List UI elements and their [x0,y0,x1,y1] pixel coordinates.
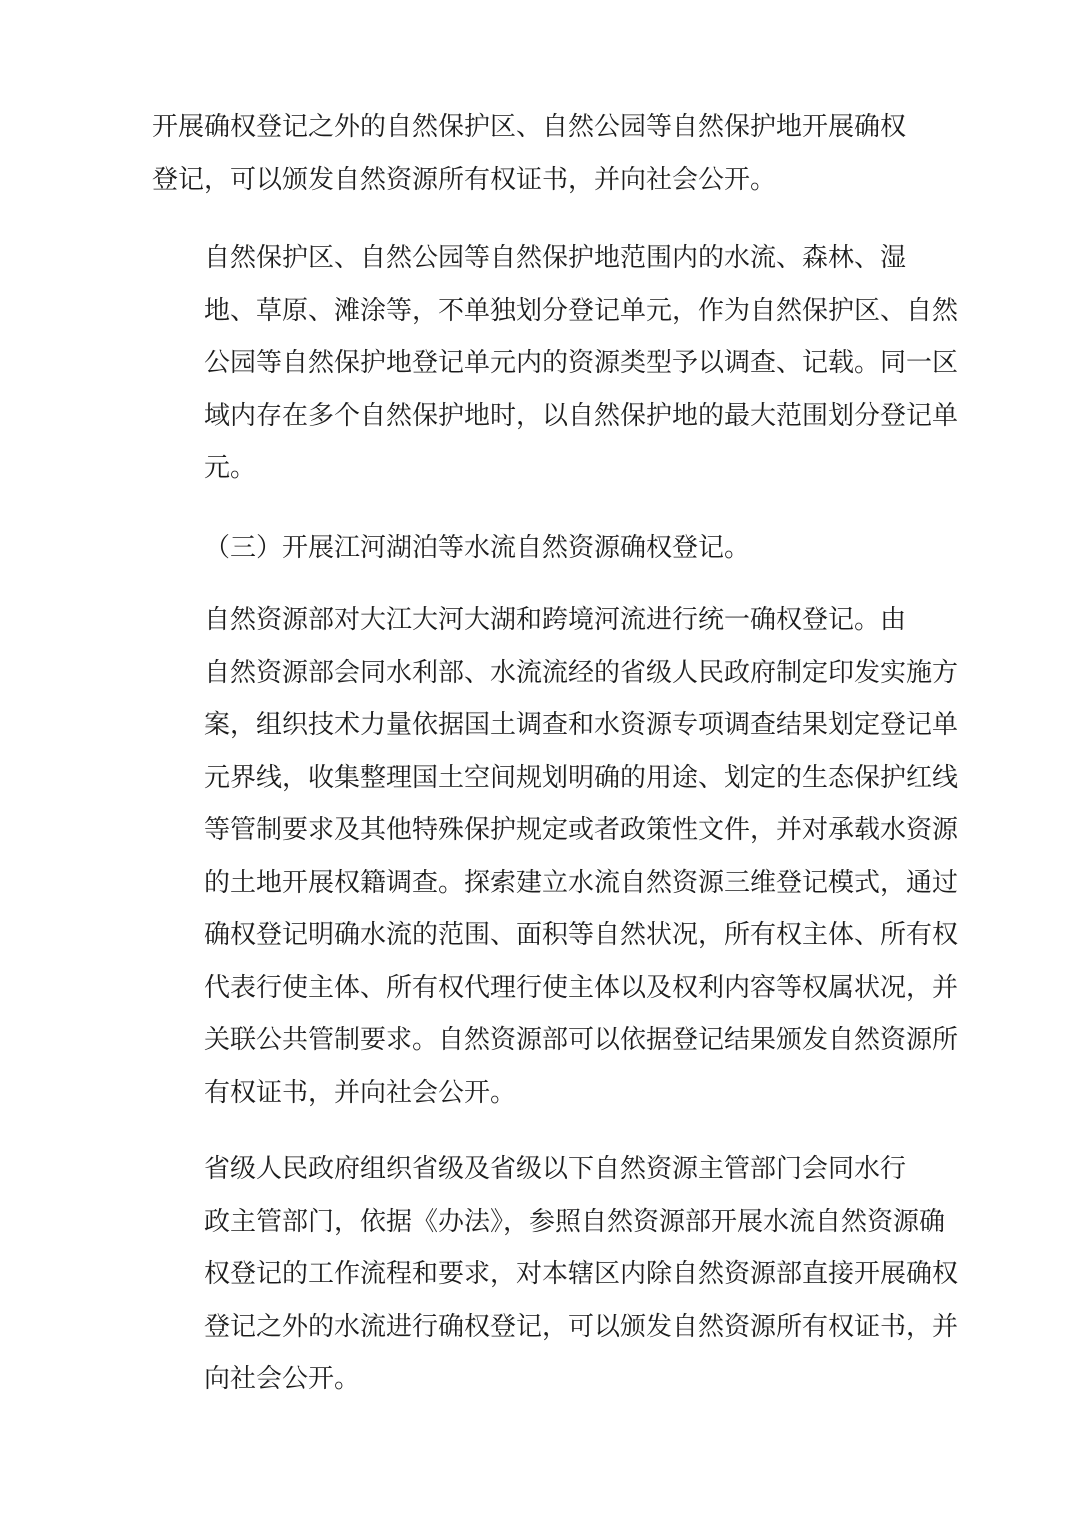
paragraph-provincial-registration [152,1143,959,1406]
text-line: 开展确权登记之外的自然保护区、自然公园等自然保护地开展确权 [152,112,907,142]
text-line: 案，组织技术力量依据国土调查和水资源专项调查结果划定登记单 [204,710,959,740]
text-line: 关联公共管制要求。自然资源部可以依据登记结果颁发自然资源所 [204,1025,959,1055]
text-line: 地、草原、滩涂等，不单独划分登记单元，作为自然保护区、自然 [204,295,959,326]
text-line: 省级人民政府组织省级及省级以下自然资源主管部门会同水行 [204,1154,907,1184]
paragraph-ministry-registration [152,594,959,1119]
paragraph-continuation [152,101,927,206]
text-line: 权登记的工作流程和要求，对本辖区内除自然资源部直接开展确权 [204,1259,959,1289]
text-line: 公园等自然保护地登记单元内的资源类型予以调查、记载。同一区 [204,348,959,378]
text-line: 登记，可以颁发自然资源所有权证书，并向社会公开。 [152,164,777,195]
text-line: 登记之外的水流进行确权登记，可以颁发自然资源所有权证书，并 [204,1311,959,1342]
text-line: 自然资源部对大江大河大湖和跨境河流进行统一确权登记。由 [204,605,907,635]
text-line: 域内存在多个自然保护地时，以自然保护地的最大范围划分登记单 [204,400,959,431]
section-heading [152,522,927,575]
text-line: 自然资源部会同水利部、水流流经的省级人民政府制定印发实施方 [204,657,959,688]
text-line: 政主管部门，依据《办法》，参照自然资源部开展水流自然资源确 [204,1206,946,1237]
paragraph-protected-areas [152,232,959,495]
text-line: 代表行使主体、所有权代理行使主体以及权利内容等权属状况，并 [204,972,959,1003]
text-line: 确权登记明确水流的范围、面积等自然状况，所有权主体、所有权 [204,920,959,950]
text-line: 元。 [204,453,257,483]
text-line: 自然保护区、自然公园等自然保护地范围内的水流、森林、湿 [204,243,907,273]
text-line: （三）开展江河湖泊等水流自然资源确权登记。 [204,533,751,563]
text-line: 向社会公开。 [204,1364,361,1394]
text-line: 元界线，收集整理国土空间规划明确的用途、划定的生态保护红线 [204,762,959,793]
text-line: 有权证书，并向社会公开。 [204,1077,517,1108]
text-line: 等管制要求及其他特殊保护规定或者政策性文件，并对承载水资源 [204,815,959,845]
text-line: 的土地开展权籍调查。探索建立水流自然资源三维登记模式，通过 [204,867,959,898]
